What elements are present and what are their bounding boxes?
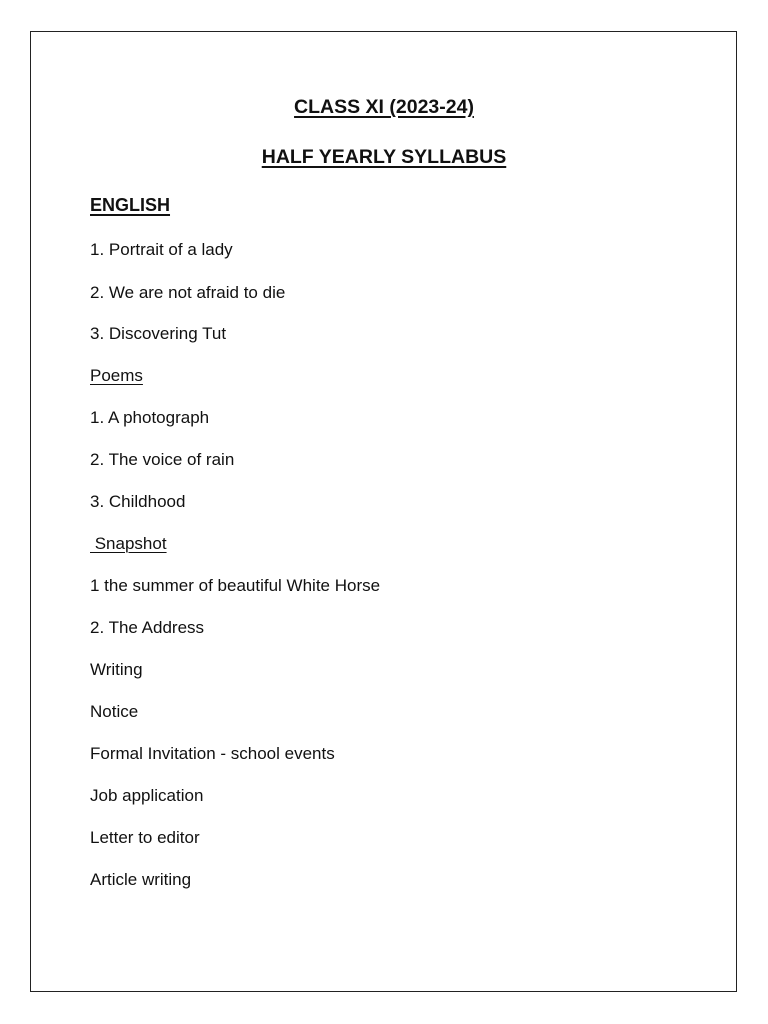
writing-item: Notice <box>90 702 139 721</box>
poem-item: 2. The voice of rain <box>90 450 235 469</box>
poems-heading: Poems <box>90 366 143 385</box>
document-subtitle: HALF YEARLY SYLLABUS <box>261 146 507 168</box>
snapshot-item: 1 the summer of beautiful White Horse <box>90 576 381 595</box>
writing-item: Formal Invitation - school events <box>90 744 335 763</box>
writing-item: Job application <box>90 786 204 805</box>
poem-item: 3. Childhood <box>90 492 186 511</box>
document-title: CLASS XI (2023-24) <box>294 96 474 118</box>
poem-item: 1. A photograph <box>90 408 210 427</box>
writing-item: Article writing <box>90 870 192 889</box>
prose-item: 2. We are not afraid to die <box>90 283 286 302</box>
writing-heading: Writing <box>90 660 143 679</box>
snapshot-item: 2. The Address <box>90 618 205 637</box>
prose-item: 1. Portrait of a lady <box>90 240 233 259</box>
prose-item: 3. Discovering Tut <box>90 324 227 343</box>
snapshot-heading: Snapshot <box>90 534 167 553</box>
subject-heading: ENGLISH <box>90 195 171 215</box>
writing-item: Letter to editor <box>90 828 200 847</box>
